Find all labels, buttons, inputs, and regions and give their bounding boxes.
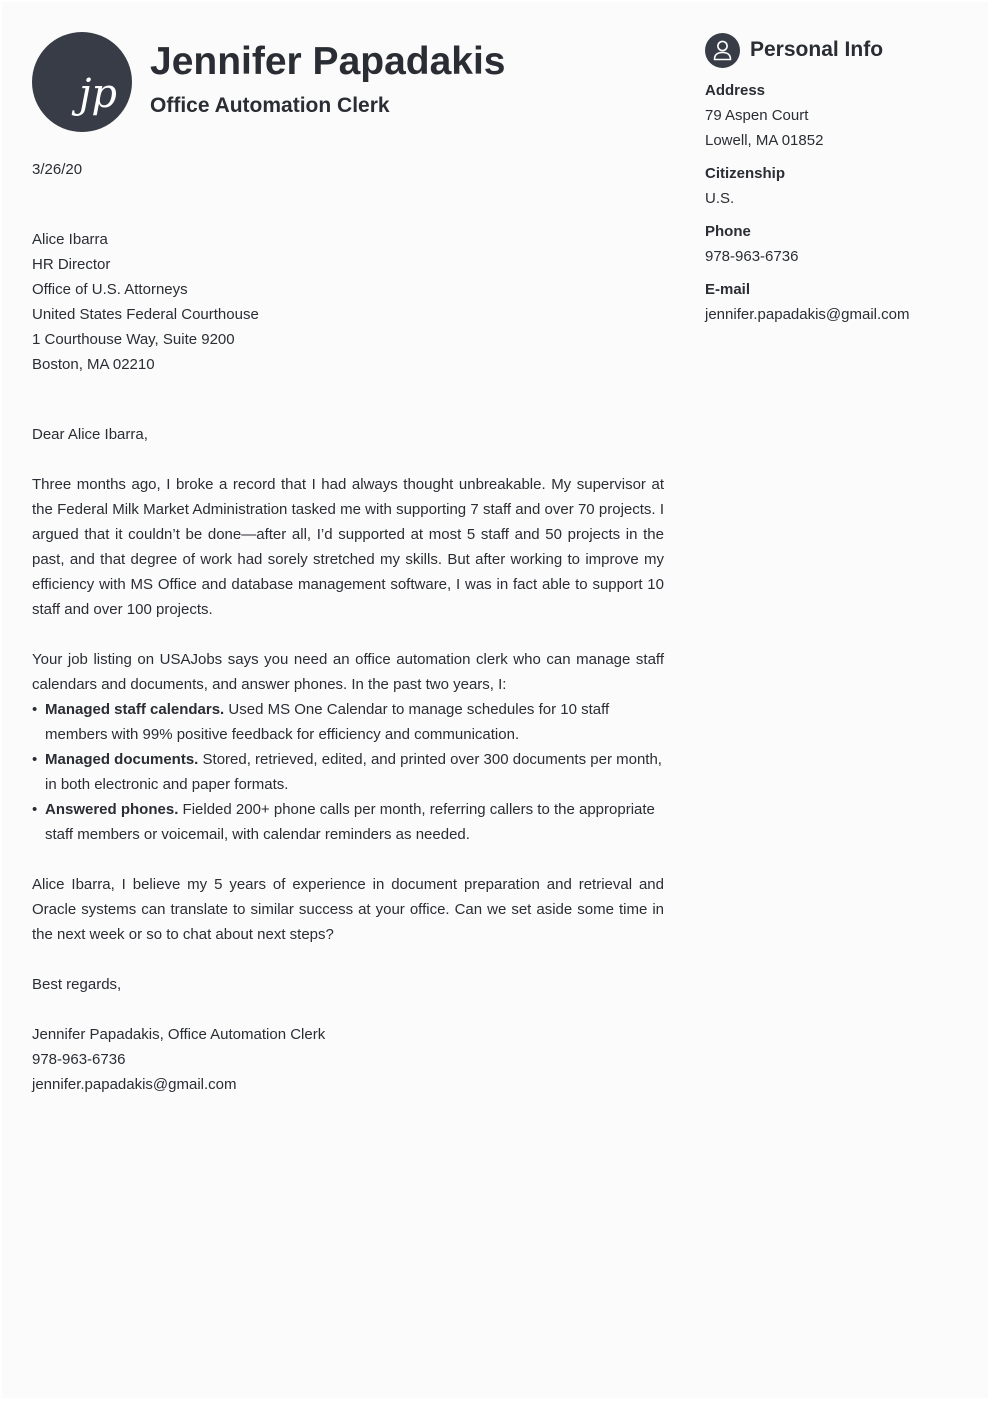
applicant-job-title: Office Automation Clerk bbox=[150, 94, 390, 117]
email-value: jennifer.papadakis@gmail.com bbox=[705, 306, 910, 323]
personal-info-title: Personal Info bbox=[750, 38, 884, 61]
monogram-avatar bbox=[32, 32, 132, 132]
list-item-text: Stored, retrieved, edited, and printed over 300 documents per month, in both electronic and paper formats. bbox=[45, 751, 662, 793]
personal-info-sidebar bbox=[705, 32, 965, 335]
recipient-block bbox=[32, 227, 664, 377]
cover-letter-page bbox=[2, 2, 988, 1398]
list-item-heading: Managed staff calendars. bbox=[45, 701, 225, 718]
list-item bbox=[32, 797, 664, 847]
bullet-icon: • bbox=[32, 751, 38, 768]
letter-date: 3/26/20 bbox=[32, 161, 83, 178]
paragraph-listing: Your job listing on USAJobs says you need an office automation clerk who can manage staff calendars and documents, and answer phones. In the past two years, I: bbox=[32, 651, 664, 693]
list-item bbox=[32, 697, 664, 747]
recipient-building: United States Federal Courthouse bbox=[32, 306, 259, 323]
citizenship-label: Citizenship bbox=[705, 165, 786, 182]
phone-group bbox=[705, 219, 965, 269]
recipient-title: HR Director bbox=[32, 256, 111, 273]
address-line: 79 Aspen Court bbox=[705, 107, 809, 124]
email-group bbox=[705, 277, 965, 327]
list-item-heading: Answered phones. bbox=[45, 801, 179, 818]
citizenship-group bbox=[705, 161, 965, 211]
address-line: Lowell, MA 01852 bbox=[705, 132, 824, 149]
personal-info-header bbox=[705, 32, 965, 68]
paragraph-opening: Three months ago, I broke a record that I had always thought unbreakable. My supervisor at the Federal Milk Market Administration tasked me with supporting 7 staff and over 70 projects. I argued that it couldn’t be done—after all, I’d supported at most 5 staff and 50 projects in the past, and that degree of work had sorely stretched my skills. But after working to improve my efficiency with MS Office and database management software, I was in fact able to support 10 staff and over 100 projects. bbox=[32, 476, 664, 618]
phone-label: Phone bbox=[705, 223, 751, 240]
recipient-name: Alice Ibarra bbox=[32, 231, 108, 248]
recipient-city: Boston, MA 02210 bbox=[32, 356, 155, 373]
achievement-list bbox=[32, 697, 664, 847]
recipient-street: 1 Courthouse Way, Suite 9200 bbox=[32, 331, 235, 348]
citizenship-value: U.S. bbox=[705, 190, 735, 207]
letter-body bbox=[32, 157, 664, 1097]
paragraph-closing: Alice Ibarra, I believe my 5 years of experience in document preparation and retrieval and Oracle systems can translate to similar success at your office. Can we set aside some time in the next week or so to chat about next steps? bbox=[32, 876, 664, 943]
list-item-heading: Managed documents. bbox=[45, 751, 199, 768]
salutation: Dear Alice Ibarra, bbox=[32, 426, 148, 443]
closing-phrase: Best regards, bbox=[32, 976, 122, 993]
recipient-office: Office of U.S. Attorneys bbox=[32, 281, 188, 298]
signature-email: jennifer.papadakis@gmail.com bbox=[32, 1076, 237, 1093]
email-label: E-mail bbox=[705, 281, 751, 298]
signature-block bbox=[32, 1022, 664, 1097]
list-item bbox=[32, 747, 664, 797]
list-item-text: Fielded 200+ phone calls per month, referring callers to the appropriate staff members or voicemail, with calendar reminders as needed. bbox=[45, 801, 655, 843]
phone-value: 978-963-6736 bbox=[705, 248, 799, 265]
address-group bbox=[705, 78, 965, 153]
address-label: Address bbox=[705, 82, 766, 99]
applicant-name: Jennifer Papadakis bbox=[150, 40, 506, 83]
signature-phone: 978-963-6736 bbox=[32, 1051, 126, 1068]
list-item-text: Used MS One Calendar to manage schedules for 10 staff members with 99% positive feedback for efficiency and communication. bbox=[45, 701, 610, 743]
bullet-icon: • bbox=[32, 701, 38, 718]
monogram-initials: jp bbox=[79, 71, 118, 117]
signature-name: Jennifer Papadakis, Office Automation Clerk bbox=[32, 1026, 326, 1043]
person-icon bbox=[705, 33, 740, 68]
bullet-icon: • bbox=[32, 801, 38, 818]
